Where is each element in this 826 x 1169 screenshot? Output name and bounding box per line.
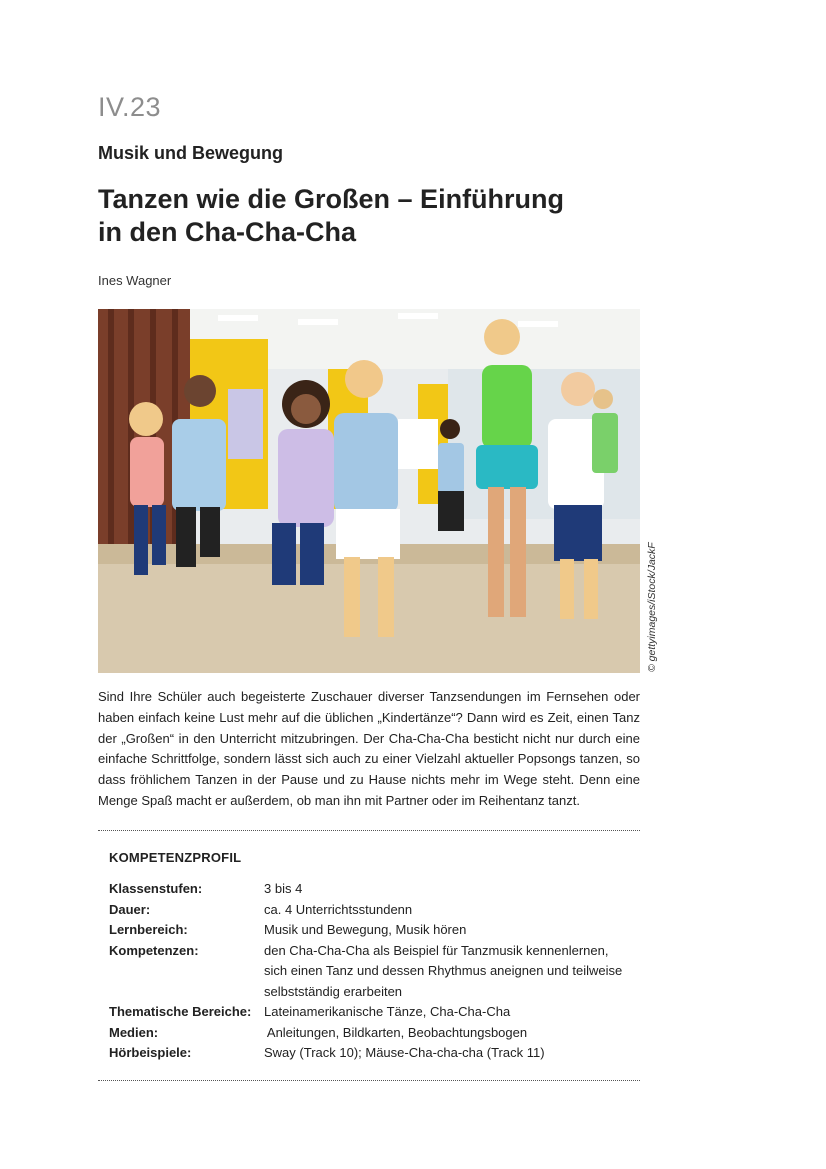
competence-profile-heading: KOMPETENZPROFIL [109,850,242,865]
profile-label: Medien: [109,1024,159,1040]
profile-label: Dauer: [109,901,151,917]
competence-profile-table [109,879,629,1064]
profile-value: Lateinamerikanische Tänze, Cha-Cha-Cha [264,1004,511,1019]
photo-credit: © gettyimages/iStock/JackF [646,542,658,672]
dotted-divider-bottom [98,1080,640,1081]
title-line-1: Tanzen wie die Großen – Einführung [98,184,565,214]
profile-label: Kompetenzen: [109,942,199,958]
profile-value: 3 bis 4 [264,881,303,896]
profile-value: Anleitungen, Bildkarten, Beobachtungsbogen [264,1024,528,1040]
profile-label: Hörbeispiele: [109,1045,192,1060]
profile-value: den Cha-Cha-Cha als Beispiel für Tanzmusik kennenlernen, sich einen Tanz und dessen Rhythmus aneignen und teilweise selbstständig erarbeiten [264,942,623,999]
profile-row-competences [109,941,629,1003]
page-title [98,183,618,249]
unit-number: IV.23 [98,92,162,122]
profile-value: Musik und Bewegung, Musik hören [264,922,467,937]
category-heading: Musik und Bewegung [98,143,284,163]
profile-label: Klassenstufen: [109,881,203,896]
profile-row-media [109,1023,629,1044]
profile-row-duration [109,900,629,921]
title-line-2: in den Cha-Cha-Cha [98,217,357,247]
dance-class-photo [98,309,640,673]
profile-row-learning-area [109,920,629,941]
profile-value: Sway (Track 10); Mäuse-Cha-cha-cha (Track 11) [264,1045,545,1060]
profile-row-audio-examples [109,1043,629,1064]
profile-label: Lernbereich: [109,922,188,937]
profile-value: ca. 4 Unterrichtsstundenn [264,901,413,917]
profile-row-grade [109,879,629,900]
intro-paragraph: Sind Ihre Schüler auch begeisterte Zuschauer diverser Tanzsendungen im Fernsehen oder haben einfach keine Lust mehr auf die üblichen „Kindertänze“? Dann wird es Zeit, einen Tanz der „Großen“ in den Unterricht mitzubringen. Der Cha-Cha-Cha besticht nicht nur durch eine einfache Schrittfolge, sondern lässt sich auch zu einer Vielzahl aktueller Popsongs tanzen, so dass fröhlichem Tanzen in der Pause und zu Hause nichts mehr im Wege steht. Denn eine Menge Spaß macht er außerdem, ob man ihn mit Partner oder im Reihentanz tanzt. [98,689,640,808]
dotted-divider-top [98,830,640,831]
profile-row-topics [109,1002,629,1023]
author-name: Ines Wagner [98,273,172,288]
profile-label: Thematische Bereiche: [109,1004,252,1019]
